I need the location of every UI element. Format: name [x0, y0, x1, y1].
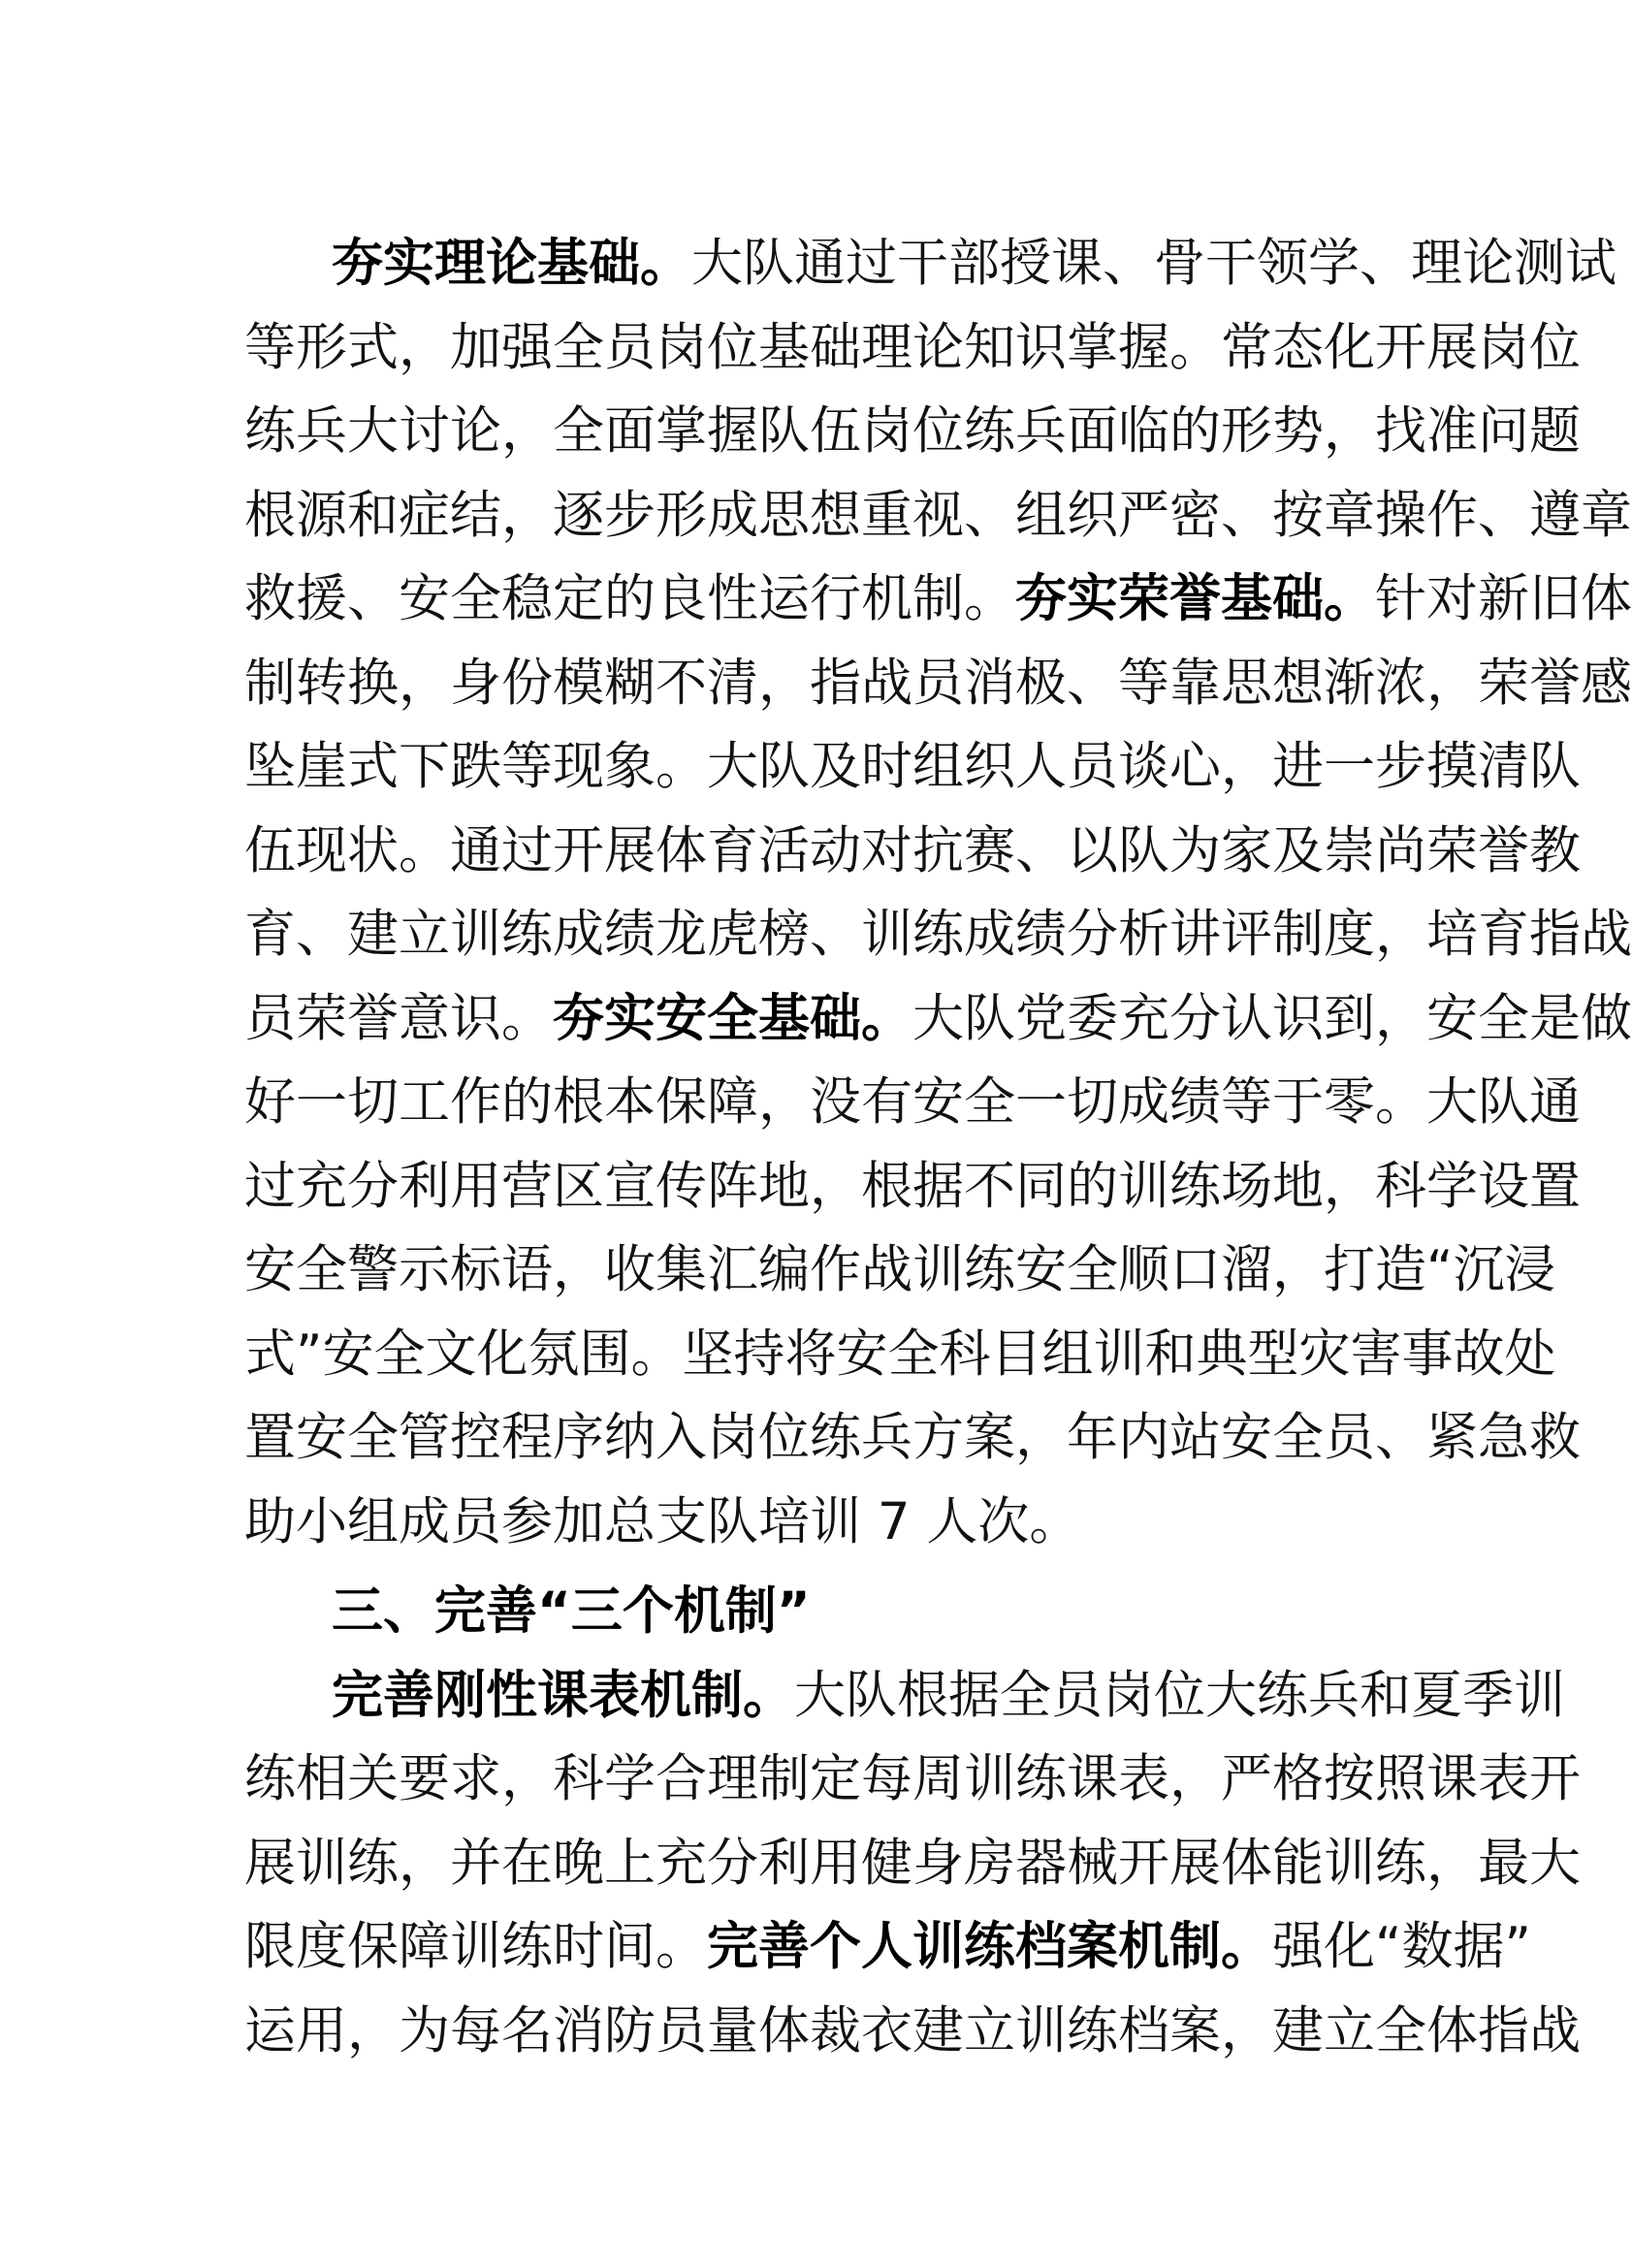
text-line: [244, 1821, 1581, 1905]
bold-lead-phrase: 夯实荣誉基础。: [1015, 569, 1375, 628]
body-text: 安全警示标语，收集汇编作战训练安全顺口溜，打造“沉浸: [244, 1240, 1556, 1299]
bold-lead-phrase: 完善个人训练档案机制。: [707, 1917, 1272, 1976]
bold-lead-phrase: 完善刚性课表机制。: [332, 1665, 794, 1725]
text-line: [244, 976, 1632, 1061]
body-text: 练相关要求，科学合理制定每周训练课表，严格按照课表开: [244, 1749, 1581, 1808]
body-text: 坠崖式下跌等现象。大队及时组织人员谈心，进一步摸清队: [244, 737, 1581, 796]
body-text: 大队根据全员岗位大练兵和夏季训: [794, 1665, 1565, 1725]
text-line: [244, 1312, 1556, 1396]
text-line: [332, 1653, 1565, 1738]
body-text: 式”安全文化氛围。坚持将安全科目组训和典型灾害事故处: [244, 1324, 1556, 1384]
body-text: 制转换，身份模糊不清，指战员消极、等靠思想渐浓，荣誉感: [244, 653, 1632, 713]
text-line: [244, 1395, 1581, 1480]
body-text: 员荣誉意识。: [244, 988, 553, 1048]
text-line: [244, 809, 1581, 893]
body-text: 运用，为每名消防员量体裁衣建立训练档案，建立全体指战: [244, 2000, 1581, 2060]
body-text: 过充分利用营区宣传阵地，根据不同的训练场地，科学设置: [244, 1156, 1581, 1216]
body-text: 针对新旧体: [1375, 569, 1632, 628]
text-line: [244, 1144, 1581, 1229]
text-line: [244, 1060, 1581, 1144]
body-text: 伍现状。通过开展体育活动对抗赛、以队为家及崇尚荣誉教: [244, 820, 1581, 880]
text-line: [244, 724, 1581, 809]
body-text: 育、建立训练成绩龙虎榜、训练成绩分析讲评制度，培育指战: [244, 905, 1632, 964]
text-line: [244, 892, 1632, 976]
bold-lead-phrase: 夯实理论基础。: [332, 234, 691, 293]
text-line: [244, 305, 1581, 390]
body-text: 置安全管控程序纳入岗位练兵方案，年内站安全员、紧急救: [244, 1408, 1581, 1467]
body-text: 救援、安全稳定的良性运行机制。: [244, 569, 1015, 628]
text-line: [244, 1480, 1371, 1564]
body-text: 展训练，并在晚上充分利用健身房器械开展体能训练，最大: [244, 1833, 1581, 1893]
text-line: [244, 1989, 1581, 2073]
text-line: [244, 389, 1581, 473]
body-text: 练兵大讨论，全面掌握队伍岗位练兵面临的形势，找准问题: [244, 401, 1581, 461]
bold-lead-phrase: 夯实安全基础。: [553, 988, 912, 1048]
text-line: [244, 1228, 1556, 1312]
body-text: 大队通过干部授课、骨干领学、理论测试: [691, 234, 1616, 293]
body-text: 大队党委充分认识到，安全是做: [912, 988, 1632, 1048]
body-text: 好一切工作的根本保障，没有安全一切成绩等于零。大队通: [244, 1072, 1581, 1132]
body-text: 根源和症结，逐步形成思想重视、组织严密、按章操作、遵章: [244, 485, 1632, 545]
text-line: [244, 473, 1632, 558]
text-line: [244, 557, 1632, 641]
body-text: 助小组成员参加总支队培训 7 人次。: [244, 1491, 1081, 1551]
text-line: [244, 641, 1632, 725]
text-line: [244, 1737, 1581, 1821]
text-line: [244, 1904, 1531, 1989]
body-text: 强化“数据”: [1272, 1917, 1531, 1976]
section-heading: [332, 1569, 1371, 1653]
body-text: 限度保障训练时间。: [244, 1917, 707, 1976]
bold-lead-phrase: 三、完善“三个机制”: [332, 1581, 811, 1641]
text-line: [332, 221, 1616, 305]
body-text: 等形式，加强全员岗位基础理论知识掌握。常态化开展岗位: [244, 317, 1581, 377]
